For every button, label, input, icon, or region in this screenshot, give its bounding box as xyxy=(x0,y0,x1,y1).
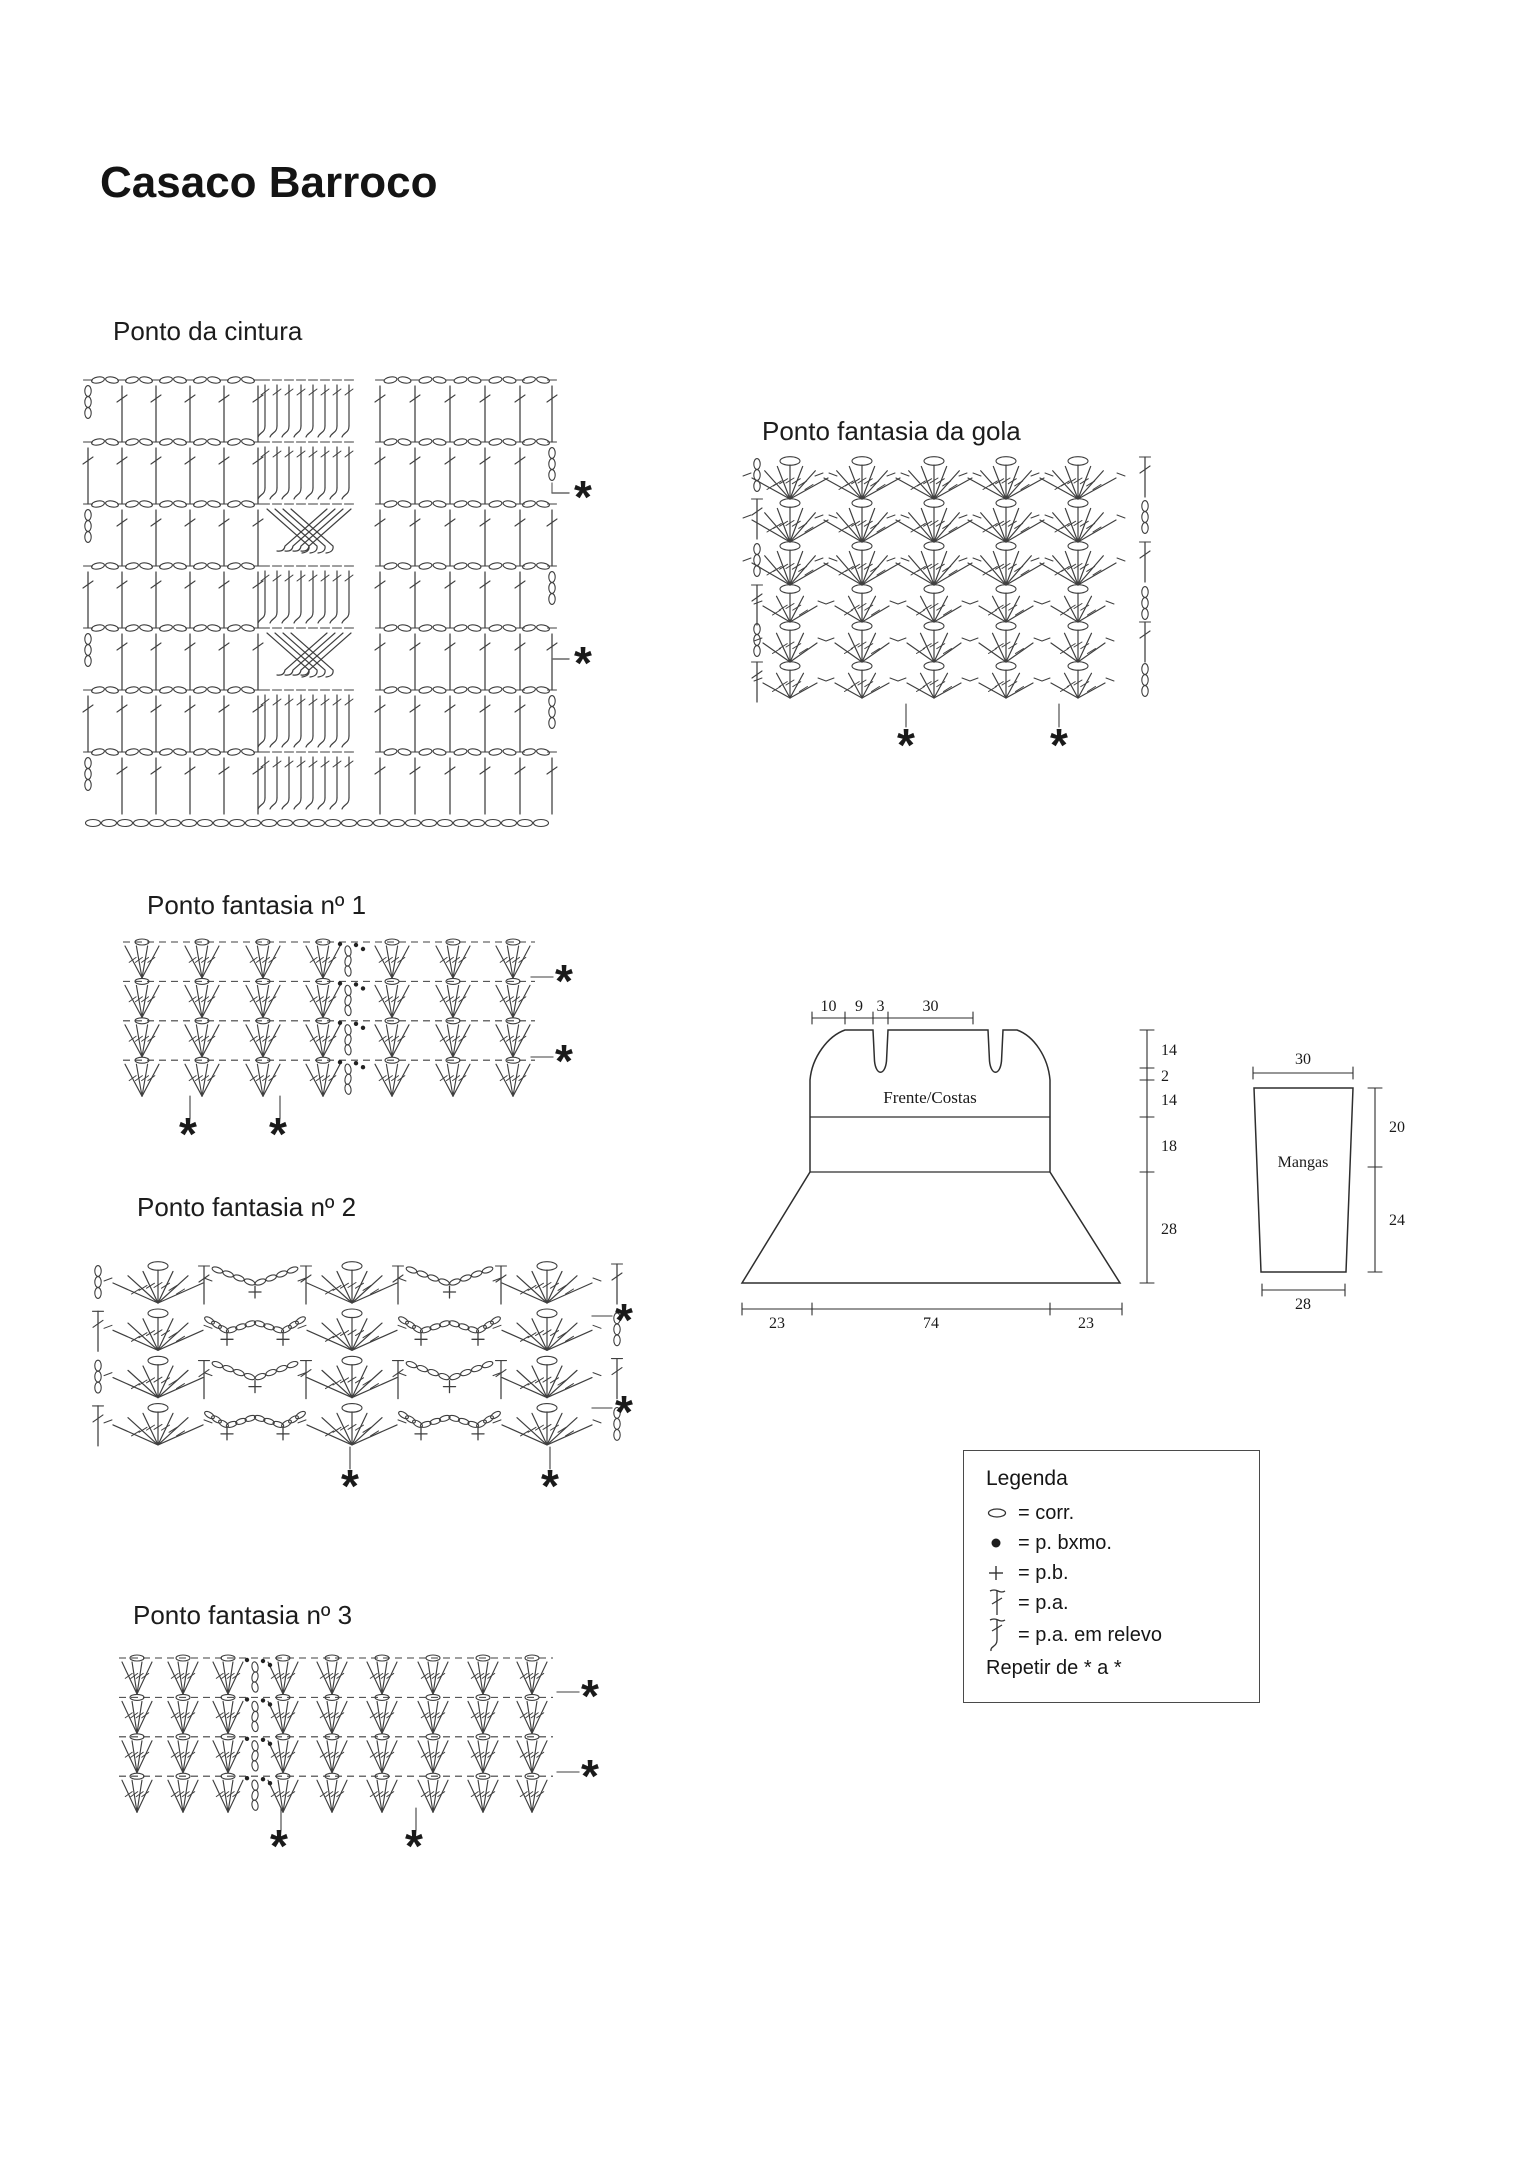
chart-ponto-da-cintura xyxy=(85,365,630,855)
body-top-measure: 30 xyxy=(922,998,939,1015)
legend-item-relief-dc xyxy=(986,1618,1249,1652)
chart-ponto-fantasia-da-gola xyxy=(745,440,1180,780)
body-schematic-label: Frente/Costas xyxy=(883,1088,977,1107)
repeat-marker-asterisk: * xyxy=(615,1386,633,1438)
legend-item-single-crochet xyxy=(986,1558,1249,1588)
section-title-ponto-fantasia-3: Ponto fantasia nº 3 xyxy=(133,1600,353,1630)
body-top-measure: 3 xyxy=(876,998,885,1015)
legend-item-double-crochet xyxy=(986,1588,1249,1618)
repeat-marker-asterisk: * xyxy=(555,955,573,1007)
sleeve-bottom-measure: 28 xyxy=(1295,1296,1311,1313)
body-bottom-measure: 23 xyxy=(1078,1315,1094,1332)
chart-ponto-fantasia-3 xyxy=(105,1645,630,1890)
sleeve-right-measure: 20 xyxy=(1389,1119,1405,1136)
chart-ponto-fantasia-2 xyxy=(80,1245,665,1510)
sleeve-top-measure: 30 xyxy=(1295,1051,1311,1068)
section-title-ponto-fantasia-2: Ponto fantasia nº 2 xyxy=(137,1192,357,1222)
body-right-measure: 18 xyxy=(1161,1138,1177,1155)
repeat-marker-asterisk: * xyxy=(581,1670,599,1722)
repeat-marker-asterisk: * xyxy=(405,1820,423,1872)
body-right-measure: 2 xyxy=(1161,1068,1169,1085)
garment-schematic xyxy=(700,985,1445,1360)
chain-icon xyxy=(986,1506,1018,1520)
slip-stitch-icon xyxy=(986,1536,1018,1550)
legend-item-label: = p.a. em relevo xyxy=(1018,1623,1162,1646)
section-title-ponto-da-cintura: Ponto da cintura xyxy=(113,316,303,346)
repeat-marker-asterisk: * xyxy=(897,719,915,771)
body-right-measure: 14 xyxy=(1161,1092,1177,1109)
repeat-marker-asterisk: * xyxy=(541,1460,559,1512)
body-right-measure: 14 xyxy=(1161,1042,1177,1059)
repeat-marker-asterisk: * xyxy=(574,471,592,523)
page-title: Casaco Barroco xyxy=(100,158,438,207)
body-bottom-measure: 23 xyxy=(769,1315,785,1332)
body-top-measure: 9 xyxy=(855,998,863,1015)
sleeve-right-measure: 24 xyxy=(1389,1212,1405,1229)
repeat-marker-asterisk: * xyxy=(555,1035,573,1087)
double-crochet-icon xyxy=(986,1588,1018,1618)
legend-title: Legenda xyxy=(986,1467,1068,1490)
chart-ponto-fantasia-1 xyxy=(105,930,610,1165)
repeat-marker-asterisk: * xyxy=(270,1820,288,1872)
section-title-ponto-fantasia-1: Ponto fantasia nº 1 xyxy=(147,890,367,920)
sleeve-schematic-label: Mangas xyxy=(1277,1154,1329,1171)
body-bottom-measure: 74 xyxy=(923,1315,939,1332)
legend-item-chain xyxy=(986,1498,1249,1528)
body-right-measure: 28 xyxy=(1161,1221,1177,1238)
repeat-marker-asterisk: * xyxy=(581,1750,599,1802)
legend-footer: Repetir de * a * xyxy=(986,1657,1122,1679)
body-top-measure: 10 xyxy=(820,998,837,1015)
repeat-marker-asterisk: * xyxy=(179,1108,197,1160)
relief-dc-icon xyxy=(986,1617,1018,1653)
section-title-ponto-fantasia-da-gola: Ponto fantasia da gola xyxy=(762,416,1021,446)
legend-item-label: = p. bxmo. xyxy=(1018,1531,1112,1554)
legend-item-label: = p.b. xyxy=(1018,1561,1069,1584)
legend-item-slip-stitch xyxy=(986,1528,1249,1558)
legend-box xyxy=(963,1450,1260,1703)
repeat-marker-asterisk: * xyxy=(615,1294,633,1346)
repeat-marker-asterisk: * xyxy=(341,1460,359,1512)
repeat-marker-asterisk: * xyxy=(574,637,592,689)
legend-item-label: = corr. xyxy=(1018,1501,1075,1524)
repeat-marker-asterisk: * xyxy=(269,1108,287,1160)
legend-item-label: = p.a. xyxy=(1018,1591,1069,1614)
repeat-marker-asterisk: * xyxy=(1050,719,1068,771)
single-crochet-icon xyxy=(986,1564,1018,1582)
